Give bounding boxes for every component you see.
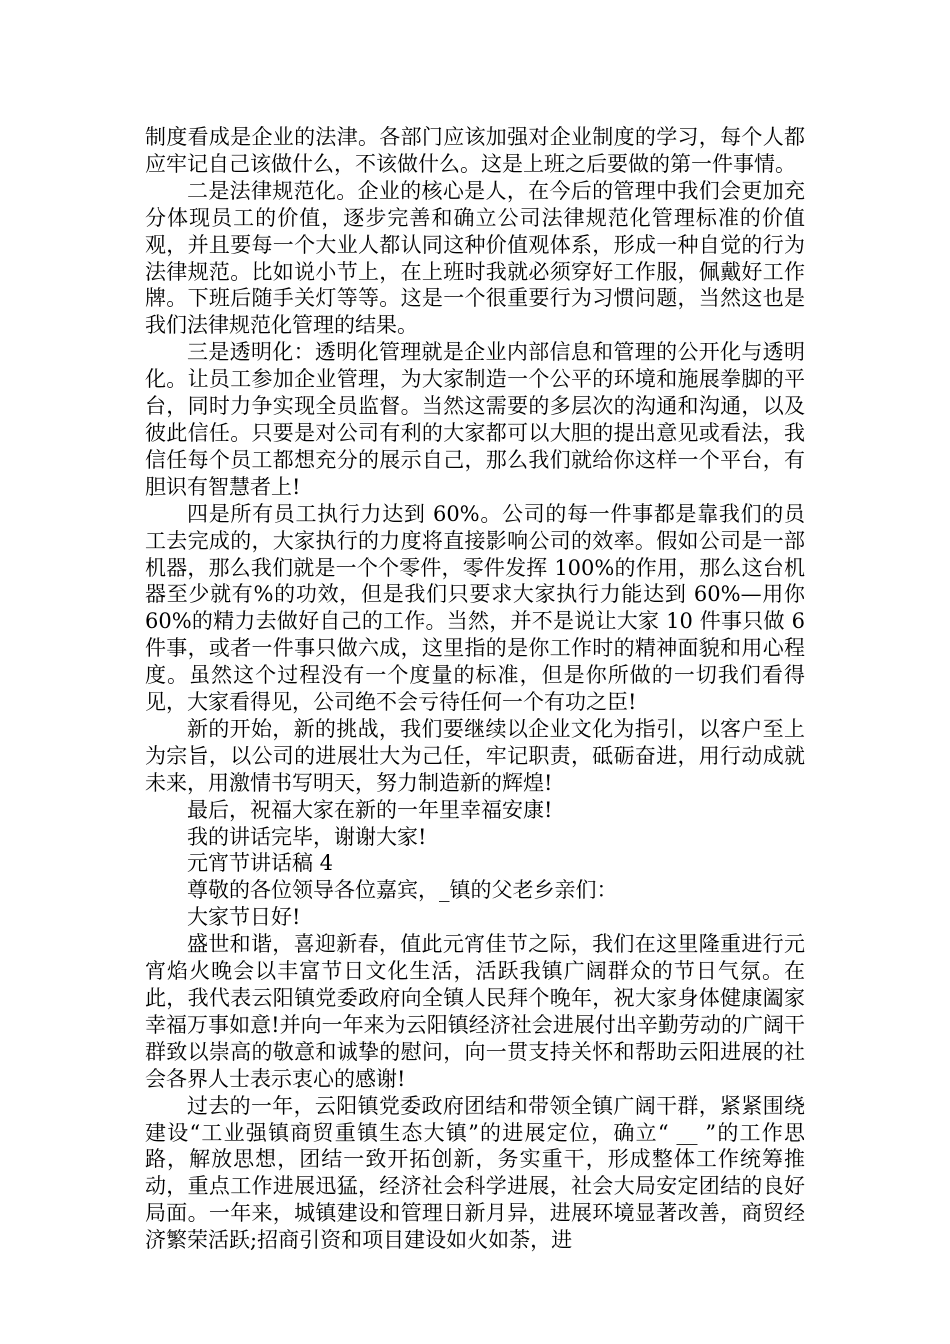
greeting: 大家节日好!: [187, 905, 301, 930]
paragraph-1: 制度看成是企业的法津。各部门应该加强对企业制度的学习，每个人都应牢记自己该做什么，不该做什么。这是上班之后要做的第一件事情。: [145, 125, 805, 176]
section-heading: 元宵节讲话稿 4: [187, 851, 334, 876]
document-page: [145, 124, 805, 1254]
paragraph-7: 我的讲话完毕，谢谢大家!: [187, 824, 427, 849]
paragraph-2: 二是法律规范化。企业的核心是人，在今后的管理中我们会更加充分体现员工的价值，逐步完善和确立公司法律规范化管理标准的价值观，并且要每一个大业人都认同这种价值观体系，形成一种自觉的行为法律规范。比如说小节上，在上班时我就必须穿好工作服，佩戴好工作牌。下班后随手关灯等等。这是一个很重要行为习惯问题，当然这也是我们法律规范化管理的结果。: [145, 178, 805, 338]
paragraph-3: 三是透明化：透明化管理就是企业内部信息和管理的公开化与透明化。让员工参加企业管理，为大家制造一个公平的环境和施展拳脚的平台，同时力争实现全员监督。当然这需要的多层次的沟通和沟通，以及彼此信任。只要是对公司有利的大家都可以大胆的提出意见或看法，我信任每个员工都想充分的展示自己，那么我们就给你这样一个平台，有胆识有智慧者上!: [145, 340, 805, 499]
paragraph-11: 盛世和谐，喜迎新春，值此元宵佳节之际，我们在这里隆重进行元宵焰火晚会以丰富节日文化生活，活跃我镇广阔群众的节日气氛。在此，我代表云阳镇党委政府向全镇人民拜个晚年，祝大家身体健康阖家幸福万事如意!并向一年来为云阳镇经济社会进展付出辛勤劳动的广阔干群致以崇高的敬意和诚挚的慰问，向一贯支持关怀和帮助云阳进展的社会各界人士表示衷心的感谢!: [145, 932, 805, 1091]
paragraph-5: 新的开始，新的挑战，我们要继续以企业文化为指引，以客户至上为宗旨，以公司的进展壮大为己任，牢记职责，砥砺奋进，用行动成就未来，用激情书写明天，努力制造新的辉煌!: [145, 716, 805, 795]
salutation: 尊敬的各位领导各位嘉宾，_镇的父老乡亲们：: [187, 878, 618, 903]
paragraph-4: 四是所有员工执行力达到 60%。公司的每一件事都是靠我们的员工去完成的，大家执行的力度将直接影响公司的效率。假如公司是一部机器，那么我们就是一个个零件，零件发挥 100%的作用，那么这台机器至少就有%的功效，但是我们只要求大家执行力能达到 60%—用你 60%的精力去做好自己的工作。当然，并不是说让大家 10 件事只做 6 件事，或者一件事只做六成，这里指的是你工作时的精神面貌和用心程度。虽然这个过程没有一个度量的标准，但是你所做的一切我们看得见，大家看得见，公司绝不会亏待任何一个有功之臣!: [145, 501, 805, 715]
paragraph-6: 最后，祝福大家在新的一年里幸福安康!: [187, 797, 553, 822]
paragraph-12: 过去的一年，云阳镇党委政府团结和带领全镇广阔干群，紧紧围绕建设“工业强镇商贸重镇生态大镇”的进展定位，确立“ __ ”的工作思路，解放思想，团结一致开拓创新，务实重干，形成整体工作统筹推动，重点工作进展迅猛，经济社会科学进展，社会大局安定团结的良好局面。一年来，城镇建设和管理日新月异，进展环境显著改善，商贸经济繁荣活跃;招商引资和项目建设如火如荼，进: [145, 1093, 805, 1253]
